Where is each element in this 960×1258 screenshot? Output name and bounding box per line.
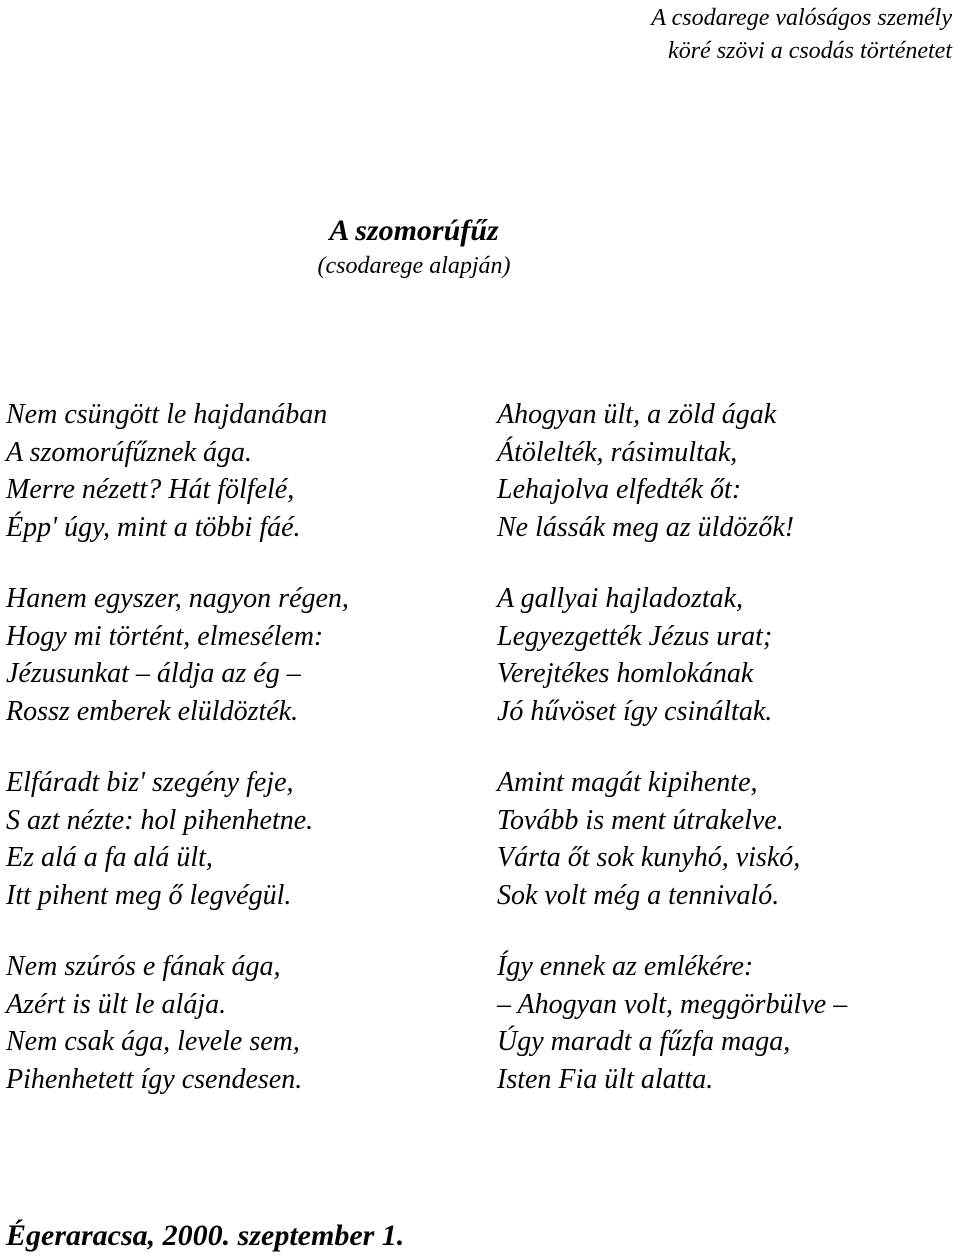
- verse-line: Isten Fia ült alatta.: [497, 1063, 714, 1095]
- verse-line: Merre nézett? Hát fölfelé,: [6, 474, 295, 505]
- verse-line: Úgy maradt a fűzfa maga,: [497, 1026, 791, 1057]
- epigraph-line-1: A csodarege valóságos személy: [651, 5, 952, 31]
- verse-line: Átölelték, rásimultak,: [497, 436, 738, 468]
- verse-line: Nem csak ága, levele sem,: [6, 1026, 300, 1057]
- verse-line: Tovább is ment útrakelve.: [497, 804, 784, 836]
- verse-line: Rossz emberek elüldözték.: [6, 695, 299, 727]
- poem-subtitle: (csodarege alapján): [317, 253, 511, 279]
- stanza: [497, 396, 960, 546]
- verse-line: Sok volt még a tennivaló.: [497, 879, 780, 911]
- verse-line: Lehajolva elfedték őt:: [497, 474, 742, 505]
- verse-line: Ne lássák meg az üldözők!: [497, 511, 795, 543]
- verse-line: Épp' úgy, mint a többi fáé.: [6, 511, 301, 543]
- stanza: [497, 948, 960, 1098]
- verse-line: Legyezgették Jézus urat;: [497, 620, 773, 652]
- verse-line: Hanem egyszer, nagyon régen,: [6, 583, 349, 614]
- left-column: [6, 396, 476, 1132]
- verse-line: Nem csüngött le hajdanában: [6, 399, 328, 430]
- stanza: [6, 580, 476, 730]
- verse-line: – Ahogyan volt, meggörbülve –: [497, 988, 848, 1020]
- poem-title: A szomorúfűz: [329, 214, 499, 247]
- verse-line: Itt pihent meg ő legvégül.: [6, 879, 292, 911]
- verse-line: Ez alá a fa alá ült,: [6, 842, 213, 873]
- verse-line: Ahogyan ült, a zöld ágak: [497, 399, 777, 430]
- verse-line: Várta őt sok kunyhó, viskó,: [497, 842, 801, 873]
- verse-line: S azt nézte: hol pihenhetne.: [6, 804, 314, 836]
- stanza: [6, 948, 476, 1098]
- verse-line: Pihenhetett így csendesen.: [6, 1063, 303, 1095]
- verse-line: Amint magát kipihente,: [497, 767, 758, 798]
- signature-place-date: Égeraracsa, 2000. szeptember 1.: [6, 1219, 405, 1252]
- verse-line: Jó hűvöset így csináltak.: [497, 695, 773, 727]
- stanza: [497, 580, 960, 730]
- verse-line: A szomorúfűznek ága.: [6, 436, 253, 468]
- verse-line: Elfáradt biz' szegény feje,: [6, 767, 294, 798]
- title-block: [0, 213, 828, 283]
- verse-line: Így ennek az emlékére:: [497, 951, 754, 982]
- verse-line: Hogy mi történt, elmesélem:: [6, 620, 324, 652]
- epigraph-line-2: köré szövi a csodás történetet: [668, 38, 952, 64]
- verse-line: A gallyai hajladoztak,: [497, 583, 744, 614]
- stanza: [6, 396, 476, 546]
- epigraph: [651, 2, 952, 68]
- verse-line: Jézusunkat – áldja az ég –: [6, 658, 301, 689]
- stanza: [6, 764, 476, 914]
- right-column: [497, 396, 960, 1132]
- verse-line: Verejtékes homlokának: [497, 658, 754, 689]
- verse-line: Nem szúrós e fának ága,: [6, 951, 281, 982]
- stanza: [497, 764, 960, 914]
- verse-line: Azért is ült le alája.: [6, 988, 227, 1020]
